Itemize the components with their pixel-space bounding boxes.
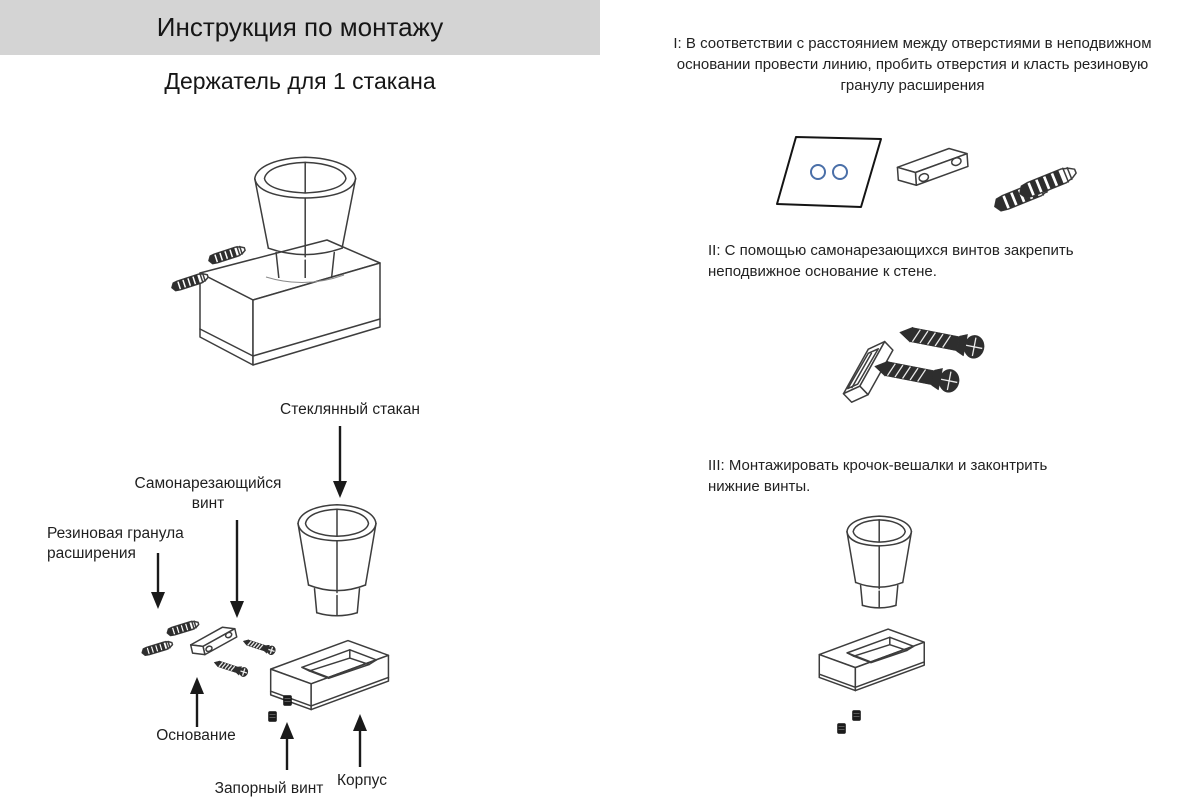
wall-plug-icon: [166, 620, 199, 637]
label-body: Корпус: [337, 772, 387, 789]
assembled-holder-drawing: [148, 125, 433, 395]
label-self-tapping-screw: Самонарезающийся винт: [134, 475, 282, 512]
screw-icon: [897, 321, 986, 360]
product-subtitle: Держатель для 1 стакана: [164, 68, 436, 94]
wall-plate-drawing: [777, 137, 881, 207]
base-bracket-drawing: [896, 147, 969, 186]
page-title: Инструкция по монтажу: [156, 12, 444, 42]
wall-plug-icon: [141, 640, 173, 657]
set-screw-icon: [284, 696, 292, 706]
arrow-up-body: [353, 714, 367, 767]
label-locking-screw: Запорный винт: [214, 780, 324, 797]
arrow-up-base: [190, 677, 204, 727]
arrow-down-glass-cup: [333, 426, 347, 498]
step-2-text: II: С помощью самонарезающихся винтов закрепить неподвижное основание к стене.: [708, 242, 1074, 280]
set-screw-icon: [838, 724, 846, 734]
step-3-drawing: [800, 495, 990, 740]
step-2-drawing: [815, 295, 1020, 420]
arrow-up-locking-screw: [280, 722, 294, 770]
body-drawing: [819, 629, 924, 691]
label-glass-cup: Стеклянный стакан: [280, 401, 420, 418]
wall-plug-icon: [1017, 164, 1078, 200]
header-bar: [0, 0, 600, 55]
glass-cup-drawing: [847, 516, 911, 608]
screw-icon: [213, 658, 249, 678]
step-3-text: III: Монтажировать крочок-вешалки и законтрить нижние винты.: [708, 457, 1048, 495]
base-bracket-drawing: [188, 625, 239, 658]
step-1-text: I: В соответствии с расстоянием между отверстиями в неподвижном основании провести линию, пробить отверстия и класть резиновую гранулу расширения: [673, 35, 1152, 94]
label-rubber-granule: Резиновая гранула расширения: [47, 525, 184, 562]
label-base: Основание: [156, 727, 236, 744]
set-screw-icon: [853, 711, 861, 721]
step-1-drawing: [775, 120, 1090, 240]
screw-icon: [242, 637, 277, 656]
glass-cup-drawing: [298, 505, 376, 616]
arrow-down-self-tapping-screw: [230, 520, 244, 618]
set-screw-icon: [269, 712, 277, 722]
